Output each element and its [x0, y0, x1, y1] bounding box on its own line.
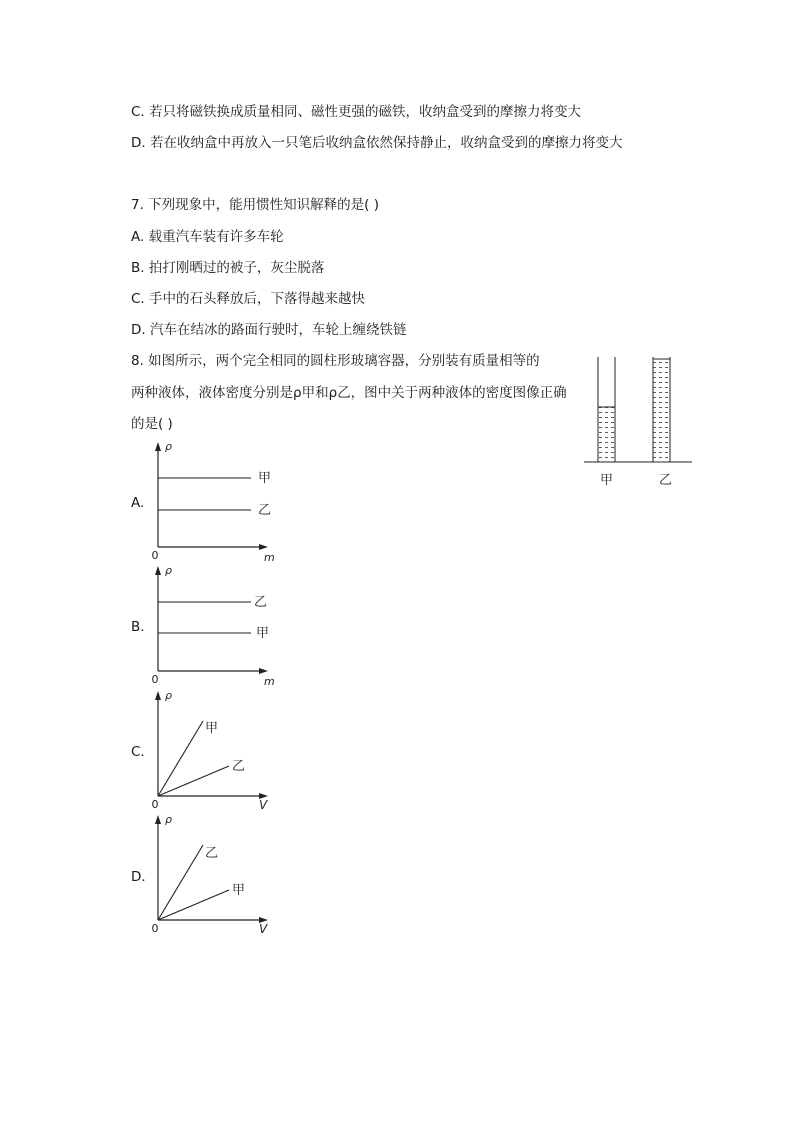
q8-stem-line1: 8. 如图所示，两个完全相同的圆柱形玻璃容器，分别装有质量相等的 [131, 353, 540, 369]
q8-stem-line2: 两种液体，液体密度分别是ρ甲和ρ乙，图中关于两种液体的密度图像正确 [131, 385, 567, 401]
x-axis-label: m [264, 551, 275, 564]
x-axis-label: m [264, 675, 275, 688]
q8-graph-b [146, 564, 278, 688]
q8-option-b-label: B. [131, 619, 145, 635]
y-axis-label: ρ [165, 813, 172, 826]
line-steep [158, 845, 203, 920]
q8-graph-d [146, 813, 278, 936]
origin-label: 0 [151, 549, 159, 562]
line-shallow [158, 766, 229, 796]
y-axis-label: ρ [165, 440, 172, 453]
y-axis-label: ρ [165, 689, 172, 702]
label-upper: 甲 [258, 471, 272, 486]
q7-option-b: B. 拍打刚晒过的被子，灰尘脱落 [131, 260, 325, 276]
q6-option-c: C. 若只将磁铁换成质量相同、磁性更强的磁铁，收纳盒受到的摩擦力将变大 [131, 104, 582, 120]
liquid-yi [653, 359, 670, 462]
figure-label-jia: 甲 [599, 473, 614, 488]
x-axis-label: V [259, 922, 268, 936]
q7-stem: 7. 下列现象中，能用惯性知识解释的是( ) [131, 197, 379, 213]
figure-label-yi: 乙 [658, 473, 673, 488]
x-axis-label: V [259, 798, 268, 812]
beaker-figure [580, 350, 698, 490]
label-shallow: 甲 [232, 883, 246, 898]
origin-label: 0 [151, 798, 159, 811]
label-steep: 甲 [205, 721, 219, 736]
line-steep [158, 721, 203, 796]
origin-label: 0 [151, 922, 159, 935]
label-upper: 乙 [254, 595, 268, 610]
origin-label: 0 [151, 673, 159, 686]
q6-option-d: D. 若在收纳盒中再放入一只笔后收纳盒依然保持静止，收纳盒受到的摩擦力将变大 [131, 135, 623, 151]
q8-graph-c [146, 689, 278, 812]
q8-stem-line3: 的是( ) [131, 416, 173, 432]
q8-option-d-label: D. [131, 869, 146, 885]
y-axis-label: ρ [165, 564, 172, 577]
q7-option-a: A. 载重汽车装有许多车轮 [131, 229, 284, 245]
label-lower: 甲 [256, 626, 270, 641]
liquid-jia [598, 407, 615, 462]
label-steep: 乙 [205, 846, 219, 861]
q7-option-d: D. 汽车在结冰的路面行驶时，车轮上缠绕铁链 [131, 322, 407, 338]
label-shallow: 乙 [232, 759, 246, 774]
q7-option-c: C. 手中的石头释放后，下落得越来越快 [131, 291, 366, 307]
q8-option-c-label: C. [131, 744, 145, 760]
q8-graph-a [146, 440, 278, 564]
label-lower: 乙 [258, 503, 272, 518]
q8-option-a-label: A. [131, 495, 145, 511]
line-shallow [158, 890, 229, 920]
